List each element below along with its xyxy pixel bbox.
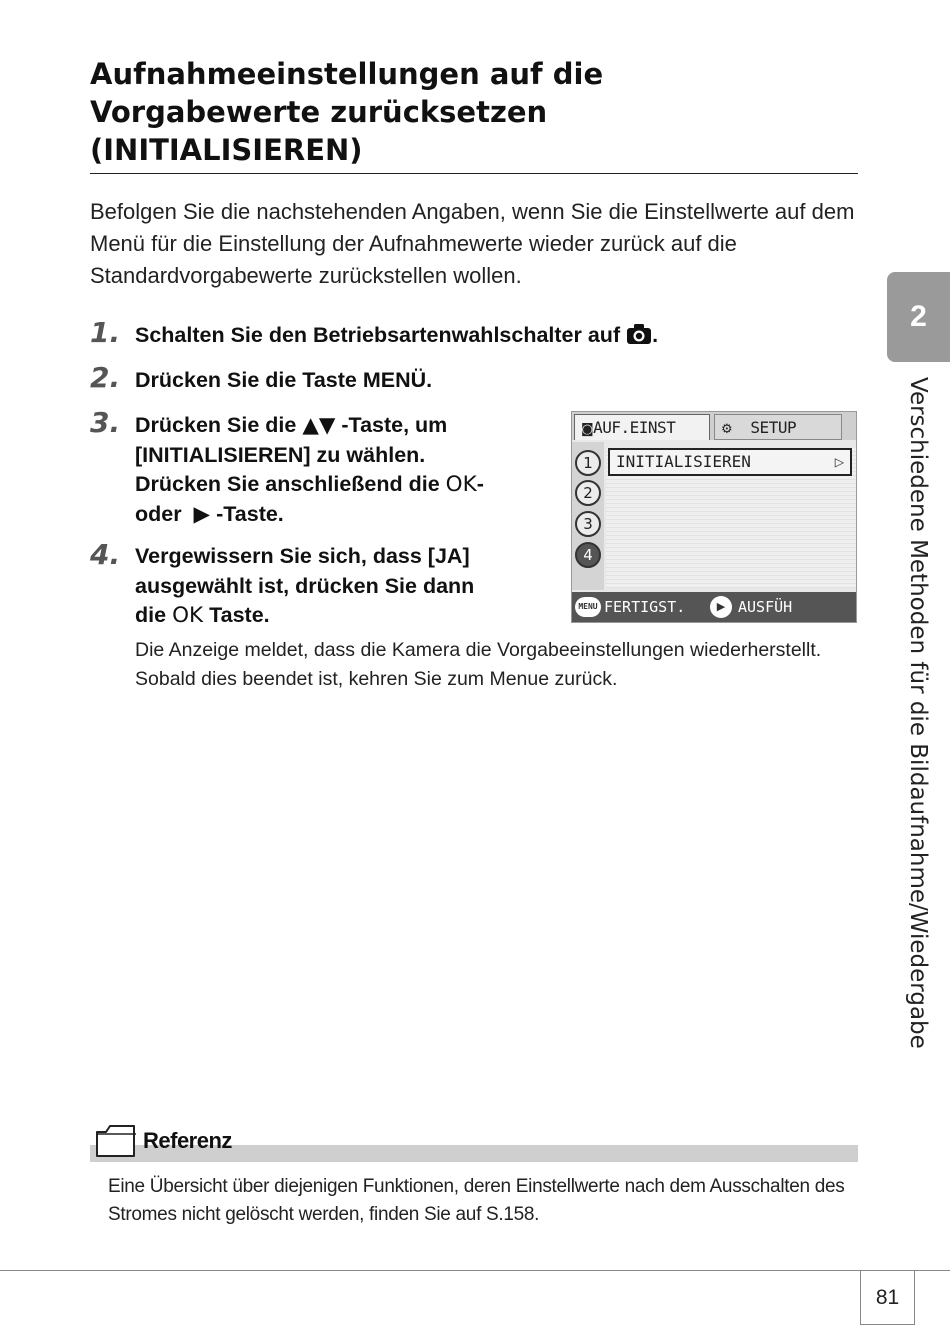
step-2-number: 2.	[90, 361, 121, 394]
submenu-arrow-icon: ▷	[834, 455, 844, 469]
step-3-line3a: Drücken Sie anschließend die	[135, 472, 440, 496]
step-3-line2: [INITIALISIEREN] zu wählen.	[135, 442, 426, 467]
camera-small-icon: ◙	[581, 422, 594, 437]
step-4-line2: ausgewählt ist, drücken Sie dann	[135, 573, 475, 598]
step-3-number: 3.	[90, 406, 121, 439]
menu-button-icon: MENU	[575, 597, 601, 617]
step-3-line4b: -Taste.	[216, 501, 284, 526]
ok-button-symbol: OK	[445, 472, 477, 497]
step-4-line3a: die	[135, 603, 167, 627]
step-3-text	[135, 411, 555, 529]
title-divider	[90, 173, 858, 174]
up-down-arrow-icon: ▲▼	[302, 413, 336, 438]
camera-tab-shooting	[574, 414, 710, 440]
camera-screen-illustration	[571, 411, 857, 623]
play-arrow-icon: ▶	[710, 596, 732, 618]
reference-text: Eine Übersicht über diejenigen Funktionen, deren Einstellwerte nach dem Ausschalten des Stromes nicht gelöscht werden, finden Sie auf S.158.	[108, 1176, 845, 1225]
camera-icon	[626, 323, 652, 345]
page-number: 81	[860, 1271, 915, 1325]
step-1-label: Schalten Sie den Betriebsartenwahlschalter auf	[135, 323, 621, 347]
step-3-line1a: Drücken Sie die	[135, 413, 297, 437]
title-line-3: (INITIALISIEREN)	[90, 133, 363, 167]
chapter-tab	[887, 272, 950, 362]
step-1-text: Schalten Sie den Betriebsartenwahlschalter auf .	[135, 323, 659, 347]
footer-divider	[0, 1270, 950, 1271]
chapter-number: 2	[910, 300, 927, 333]
camera-page-1: 1	[575, 450, 601, 476]
camera-footer	[572, 592, 857, 622]
step-4-description: Die Anzeige meldet, dass die Kamera die Vorgabeeinstellungen wiederherstellt. Sobald dies beendet ist, kehren Sie zum Menue zurück.	[135, 639, 822, 690]
camera-page-3: 3	[575, 511, 601, 537]
step-1-number: 1.	[90, 316, 121, 349]
camera-footer-left: FERTIGST.	[604, 598, 686, 616]
step-3-line4a: oder	[135, 501, 182, 526]
folder-note-icon	[94, 1120, 140, 1160]
wrench-icon: ⚙	[721, 422, 733, 437]
step-4-number: 4.	[90, 538, 121, 571]
step-4-line3b: Taste.	[209, 603, 270, 627]
camera-tab-shooting-label: AUF.EINST	[593, 418, 676, 437]
camera-page-4: 4	[575, 542, 601, 568]
step-4-text	[135, 542, 555, 631]
camera-page-2: 2	[575, 480, 601, 506]
camera-tab-setup-label: SETUP	[750, 418, 797, 437]
page-title	[90, 55, 860, 169]
chapter-label: Verschiedene Methoden für die Bildaufnahme/Wiedergabe	[905, 377, 931, 1049]
ok-button-symbol: OK	[172, 603, 204, 628]
title-line-2: Vorgabewerte zurücksetzen	[90, 95, 548, 129]
camera-tab-setup	[714, 414, 842, 440]
step-4-line1: Vergewissern Sie sich, dass [JA]	[135, 544, 470, 568]
step-3-line1b: -Taste, um	[341, 413, 448, 437]
reference-title: Referenz	[143, 1128, 232, 1153]
camera-menu-list	[606, 448, 856, 588]
title-line-1: Aufnahmeeinstellungen auf die	[90, 57, 604, 91]
step-3-line3b: -	[476, 472, 484, 496]
camera-footer-right: AUSFÜH	[738, 598, 793, 616]
right-arrow-icon: ▶	[193, 501, 211, 527]
camera-menu-item-label: INITIALISIEREN	[616, 452, 751, 471]
intro-paragraph: Befolgen Sie die nachstehenden Angaben, wenn Sie die Einstellwerte auf dem Menü für die Einstellung der Aufnahmewerte wieder zurück auf die Standardvorgabewerte zurückstellen wollen.	[90, 199, 855, 288]
step-2-text: Drücken Sie die Taste MENÜ.	[135, 368, 433, 392]
camera-menu-item-initialisieren	[608, 448, 852, 476]
